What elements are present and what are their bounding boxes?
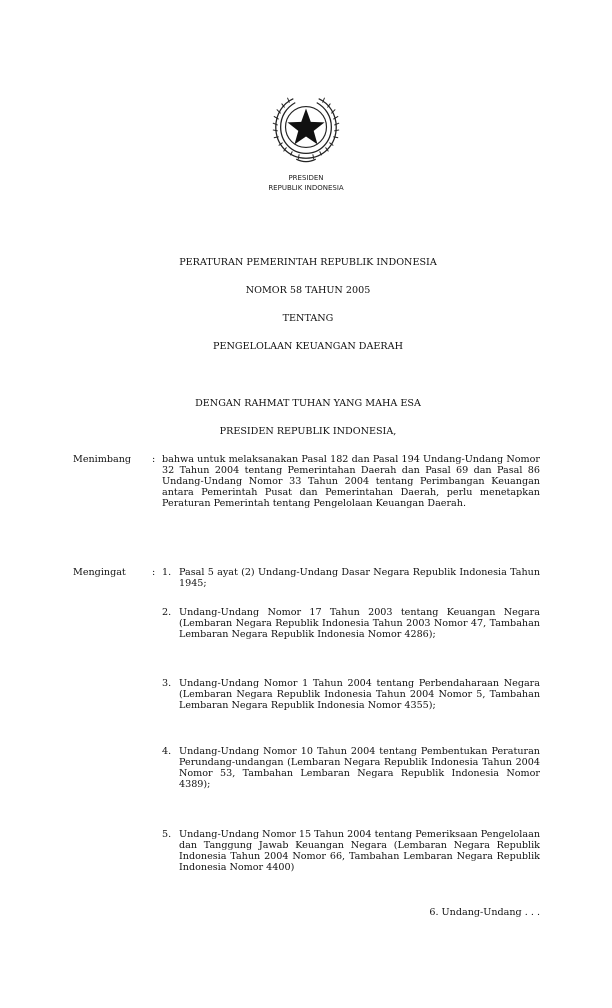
mengingat-item-2	[162, 607, 540, 640]
mengingat-item-3	[162, 678, 540, 711]
item-number: 3.	[162, 678, 172, 689]
item-number: 5.	[162, 829, 172, 840]
emblem-caption-republik: REPUBLIK INDONESIA	[268, 184, 344, 192]
mengingat-item-4	[162, 746, 540, 790]
menimbang-label: Menimbang	[73, 454, 132, 465]
item-text: Undang-Undang Nomor 17 Tahun 2003 tentang Keuangan Negara (Lembaran Negara Republik Indonesia Tahun 2003 Nomor 47, Tambahan Lembaran Negara Republik Indonesia Nomor 4286);	[179, 607, 540, 640]
menimbang-colon: :	[152, 454, 156, 465]
regulation-title: PERATURAN PEMERINTAH REPUBLIK INDONESIA	[179, 257, 437, 268]
emblem-caption-presiden: PRESIDEN	[288, 174, 324, 182]
item-number: 1.	[162, 567, 172, 578]
menimbang-text: bahwa untuk melaksanakan Pasal 182 dan Pasal 194 Undang-Undang Nomor 32 Tahun 2004 tentang Pemerintahan Daerah dan Pasal 69 dan Pasal 86 Undang-Undang Nomor 33 Tahun 2004 tentang Perimbangan Keuangan antara Pemerintah Pusat dan Pemerintahan Daerah, perlu menetapkan Peraturan Pemerintah tentang Pengelolaan Keuangan Daerah.	[162, 454, 540, 509]
preamble-rahmat: DENGAN RAHMAT TUHAN YANG MAHA ESA	[195, 398, 421, 409]
mengingat-item-1	[162, 567, 540, 589]
emblem-graphic	[267, 88, 345, 166]
item-number: 2.	[162, 607, 172, 618]
item-text: Undang-Undang Nomor 15 Tahun 2004 tentang Pemeriksaan Pengelolaan dan Tanggung Jawab Keuangan Negara (Lembaran Negara Republik Indonesia Tahun 2004 Nomor 66, Tambahan Lembaran Negara Republik Indonesia Nomor 4400)	[179, 829, 540, 873]
item-text: Undang-Undang Nomor 10 Tahun 2004 tentang Pembentukan Peraturan Perundang-undangan (Lembaran Negara Republik Indonesia Tahun 2004 Nomor 53, Tambahan Lembaran Negara Republik Indonesia Nomor 4389);	[179, 746, 540, 790]
item-text: Undang-Undang Nomor 1 Tahun 2004 tentang Perbendaharaan Negara (Lembaran Negara Republik Indonesia Tahun 2004 Nomor 5, Tambahan Lembaran Negara Republik Indonesia Nomor 4355);	[179, 678, 540, 711]
page-continuation: 6. Undang-Undang . . .	[429, 907, 540, 918]
regulation-number: NOMOR 58 TAHUN 2005	[245, 285, 371, 296]
item-text: Pasal 5 ayat (2) Undang-Undang Dasar Negara Republik Indonesia Tahun 1945;	[179, 567, 540, 589]
regulation-subject: PENGELOLAAN KEUANGAN DAERAH	[213, 341, 403, 352]
regulation-tentang: TENTANG	[282, 313, 334, 324]
preamble-presiden: PRESIDEN REPUBLIK INDONESIA,	[219, 426, 397, 437]
item-number: 4.	[162, 746, 172, 757]
mengingat-colon: :	[152, 567, 156, 578]
mengingat-item-5	[162, 829, 540, 873]
mengingat-label: Mengingat	[73, 567, 126, 578]
garuda-star-emblem-icon	[267, 88, 345, 166]
